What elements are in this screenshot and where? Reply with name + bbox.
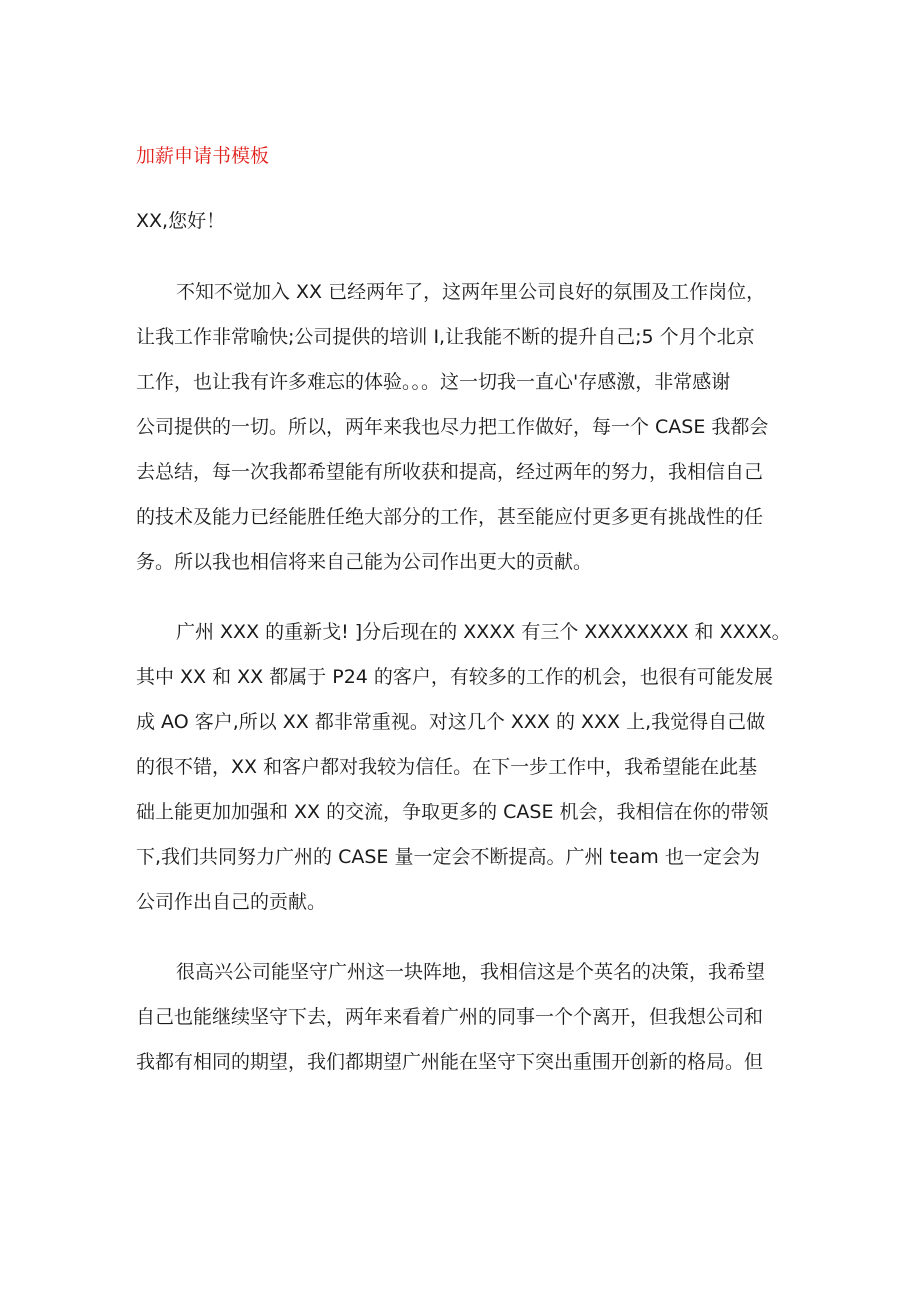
paragraph-2-line: 的很不错，XX 和客户都对我较为信任。在下一步工作中，我希望能在此基 — [136, 756, 758, 778]
paragraph-3-line: 我都有相同的期望，我们都期望广州能在坚守下突出重围开创新的格局。但 — [136, 1051, 764, 1073]
paragraph-1-line: 的技术及能力已经能胜任绝大部分的工作，甚至能应付更多更有挑战性的任 — [136, 506, 764, 528]
paragraph-3-line: 自己也能继续坚守下去，两年来看着广州的同事一个个离开，但我想公司和 — [136, 1006, 764, 1028]
paragraph-2-line: 公司作出自己的贡献。 — [136, 891, 327, 913]
paragraph-2-line: 础上能更加加强和 XX 的交流，争取更多的 CASE 机会，我相信在你的带领 — [136, 801, 769, 823]
paragraph-1-line: 去总结，每一次我都希望能有所收获和提高，经过两年的努力，我相信自己 — [136, 461, 764, 483]
paragraph-1-line: 工作，也让我有许多难忘的体验。。。这一切我一直心'存感激，非常感谢 — [136, 371, 731, 393]
paragraph-1-line: 让我工作非常喻快;公司提供的培训 I,让我能不断的提升自己;5 个月个北京 — [136, 326, 755, 348]
document-title: 加薪申请书模板 — [136, 145, 270, 167]
paragraph-3-line: 很高兴公司能坚守广州这一块阵地，我相信这是个英名的决策，我希望 — [176, 961, 766, 983]
paragraph-2-line: 下,我们共同努力广州的 CASE 量一定会不断提高。广州 team 也一定会为 — [136, 846, 760, 868]
paragraph-2-line: 广州 XXX 的重新戈! ]分后现在的 XXXX 有三个 XXXXXXXX 和 XXXX。 — [176, 621, 791, 643]
paragraph-2-line: 成 AO 客户,所以 XX 都非常重视。对这几个 XXX 的 XXX 上,我觉得自己做 — [136, 711, 766, 733]
paragraph-2-line: 其中 XX 和 XX 都属于 P24 的客户，有较多的工作的机会，也很有可能发展 — [136, 666, 773, 688]
paragraph-1-line: 不知不觉加入 XX 已经两年了，这两年里公司良好的氛围及工作岗位， — [176, 281, 766, 303]
paragraph-1-line: 公司提供的一切。所以，两年来我也尽力把工作做好，每一个 CASE 我都会 — [136, 416, 769, 438]
greeting: XX,您好！ — [136, 210, 226, 232]
paragraph-1-line: 务。所以我也相信将来自己能为公司作出更大的贡献。 — [136, 551, 593, 573]
